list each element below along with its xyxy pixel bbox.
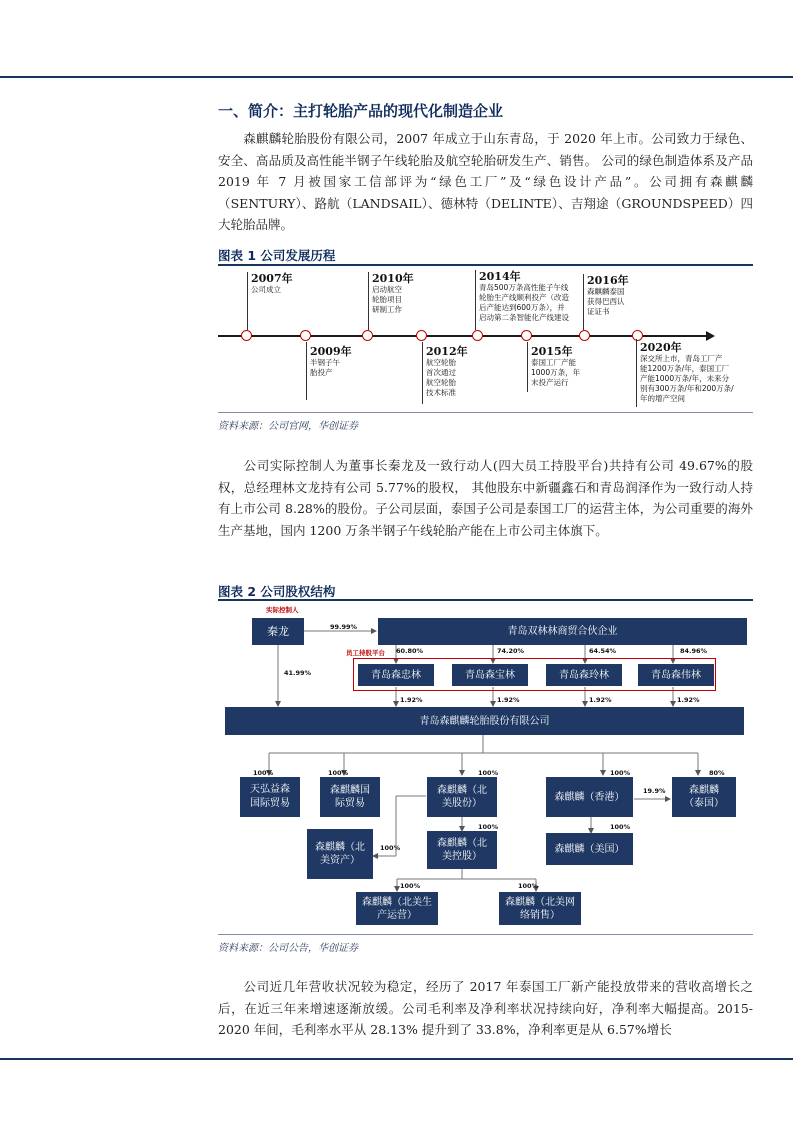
event-year: 2015年 [531, 345, 573, 358]
event-year: 2012年 [426, 345, 468, 358]
timeline-event-2015 [527, 342, 580, 392]
event-text: 泰国工厂产能 [531, 358, 576, 367]
pct-na-holding: 100% [478, 823, 499, 831]
event-text: 末投产运行 [531, 378, 569, 387]
pct-linglin: 64.54% [589, 647, 617, 655]
event-text: 公司成立 [251, 285, 281, 294]
box-baolin: 青岛森宝林 [452, 664, 528, 686]
event-text: 启动第二条智能化产线建设 [479, 313, 569, 322]
timeline-dot [416, 330, 427, 341]
event-text: 产能1000万条/年，未来分 [640, 374, 730, 383]
event-text: 研制工作 [372, 305, 402, 314]
pct-weilin-main: 1.92% [677, 696, 700, 704]
box-main-company: 青岛森麒麟轮胎股份有限公司 [225, 707, 744, 735]
pct-tianhong: 100% [253, 769, 274, 777]
event-text: 航空轮胎 [426, 358, 456, 367]
section-title: 一、简介：主打轮胎产品的现代化制造企业 [218, 102, 504, 120]
pct-hk-thailand: 19.9% [643, 787, 666, 795]
box-na-shares [427, 777, 497, 817]
equity-structure-chart [218, 603, 753, 933]
paragraph-intro [218, 128, 753, 236]
event-text: 获得巴西认 [587, 297, 625, 306]
event-year: 2014年 [479, 270, 521, 283]
event-year: 2020年 [640, 341, 682, 354]
pct-na-ops: 100% [400, 882, 421, 890]
box-linglin: 青岛森玲林 [546, 664, 622, 686]
paragraph-financials-text: 公司近几年营收状况较为稳定，经历了 2017 年泰国工厂新产能投放带来的营收高增长之后，在近三年来增速逐渐放缓。公司毛利率及净利率状况持续向好，净利率大幅提高。2015-2020 年间，毛利率水平从 28.13% 提升到了 33.8%，净利率更是从 6.57%增长 [218, 979, 753, 1038]
box-na-holding-label: 森麒麟（北美控股） [437, 838, 487, 862]
event-text: 胎投产 [310, 368, 333, 377]
box-thailand [672, 777, 736, 817]
event-text: 后产能达到600万条），并 [479, 303, 565, 312]
timeline-event-2020 [636, 339, 753, 407]
box-intl-trade-label: 森麒麟国际贸易 [330, 785, 370, 809]
pct-linglin-main: 1.92% [589, 696, 612, 704]
box-qinlong: 秦龙 [252, 618, 304, 645]
box-na-online [499, 892, 581, 925]
timeline-dot [472, 330, 483, 341]
pct-zhonglin: 60.80% [396, 647, 424, 655]
event-year: 2007年 [251, 272, 293, 285]
box-tianhong [240, 777, 300, 817]
figure2-title: 图表 2 公司股权结构 [218, 584, 336, 599]
figure1-bottom-rule [218, 412, 753, 413]
timeline-dot [579, 330, 590, 341]
org-connectors [218, 603, 753, 933]
box-na-shares-label: 森麒麟（北美股份） [437, 785, 487, 809]
figure2-top-rule [218, 599, 753, 601]
pct-hk: 100% [610, 769, 631, 777]
timeline-event-2010 [368, 272, 414, 330]
timeline-event-2007 [247, 272, 293, 330]
timeline-event-2012 [422, 342, 468, 404]
box-thailand-label: 森麒麟（泰国） [684, 785, 724, 809]
pct-usa: 100% [610, 823, 631, 831]
box-hk: 森麒麟（香港） [546, 777, 633, 817]
event-text: 别有300万条/年和200万条/ [640, 384, 734, 393]
box-zhonglin: 青岛森忠林 [358, 664, 434, 686]
footer-rule [0, 1058, 793, 1060]
event-text: 年的增产空间 [640, 394, 685, 403]
event-text: 轮胎项目 [372, 295, 402, 304]
box-usa: 森麒麟（美国） [546, 833, 633, 865]
event-year: 2009年 [310, 345, 352, 358]
figure1-title: 图表 1 公司发展历程 [218, 248, 336, 263]
paragraph-ownership [218, 455, 753, 541]
figure1-source: 资料来源：公司官网，华创证券 [218, 421, 358, 432]
header-rule [0, 76, 793, 78]
pct-na-shares: 100% [478, 769, 499, 777]
timeline-dot [241, 330, 252, 341]
box-tianhong-label: 天弘益森国际贸易 [250, 784, 290, 809]
box-na-ops [356, 892, 438, 925]
event-text: 技术标准 [426, 388, 456, 397]
pct-baolin: 74.20% [497, 647, 525, 655]
event-text: 首次通过 [426, 368, 456, 377]
timeline-dot [521, 330, 532, 341]
event-text: 航空轮胎 [426, 378, 456, 387]
box-na-online-label: 森麒麟（北美网络销售） [505, 896, 575, 921]
pct-qin-main: 41.99% [284, 669, 312, 677]
timeline [218, 265, 753, 410]
timeline-event-2014 [475, 270, 569, 330]
box-intl-trade [320, 777, 380, 817]
pct-zhonglin-main: 1.92% [400, 696, 423, 704]
pct-na-online: 100% [518, 882, 539, 890]
timeline-dot [362, 330, 373, 341]
box-na-ops-label: 森麒麟（北美生产运营） [362, 896, 432, 921]
event-text: 能1200万条/年，泰国工厂 [640, 364, 730, 373]
figure2-bottom-rule [218, 934, 753, 935]
employee-platform-label: 员工持股平台 [346, 649, 385, 657]
event-text: 启动航空 [372, 285, 402, 294]
timeline-event-2016 [583, 274, 629, 330]
paragraph-intro-text: 森麒麟轮胎股份有限公司，2007 年成立于山东青岛，于 2020 年上市。公司致力于绿色、安全、高品质及高性能半钢子午线轮胎及航空轮胎研发生产、销售。 公司的绿色制造体系及产品 2019 年 7 月被国家工信部评为“绿色工厂”及“绿色设计产品”。公司拥有森麒麟（SENTURY）、路航（LANDSAIL）、德林特（DELINTE）、吉翔途（GROUNDSPEED）四大轮胎品牌。 [218, 131, 753, 233]
pct-weilin: 84.96% [680, 647, 708, 655]
box-na-assets [307, 829, 373, 879]
event-year: 2010年 [372, 272, 414, 285]
event-text: 半钢子午 [310, 358, 340, 367]
paragraph-ownership-text: 公司实际控制人为董事长秦龙及一致行动人(四大员工持股平台)共持有公司 49.67%的股权，总经理林文龙持有公司 5.77%的股权， 其他股东中新疆鑫石和青岛润泽作为一致行动人持有上市公司 8.28%的股份。子公司层面，泰国子公司是泰国工厂的运营主体，为公司重要的海外生产基地，国内 1200 万条半钢子午线轮胎产能在上市公司主体旗下。 [218, 458, 753, 538]
event-text: 森麒麟泰国 [587, 287, 625, 296]
timeline-event-2009 [306, 342, 352, 400]
box-na-holding [427, 831, 497, 869]
event-text: 证证书 [587, 307, 610, 316]
controller-label: 实际控制人 [266, 606, 299, 614]
event-text: 深交所上市，青岛工厂产 [640, 354, 723, 363]
event-text: 1000万条，年 [531, 368, 581, 377]
paragraph-financials [218, 976, 753, 1042]
pct-qin-shuanglin: 99.99% [330, 623, 358, 631]
event-text: 轮胎生产线顺利投产（改造 [479, 293, 569, 302]
box-weilin: 青岛森伟林 [638, 664, 714, 686]
pct-na-assets: 100% [380, 844, 401, 852]
box-na-assets-label: 森麒麟（北美资产） [315, 842, 365, 866]
pct-baolin-main: 1.92% [497, 696, 520, 704]
event-text: 青岛500万条高性能子午线 [479, 283, 569, 292]
pct-intl-trade: 100% [328, 769, 349, 777]
event-year: 2016年 [587, 274, 629, 287]
pct-thailand: 80% [709, 769, 725, 777]
figure2-source: 资料来源：公司公告，华创证券 [218, 943, 358, 954]
timeline-dot [300, 330, 311, 341]
box-shuanglin: 青岛双林林商贸合伙企业 [378, 618, 747, 645]
